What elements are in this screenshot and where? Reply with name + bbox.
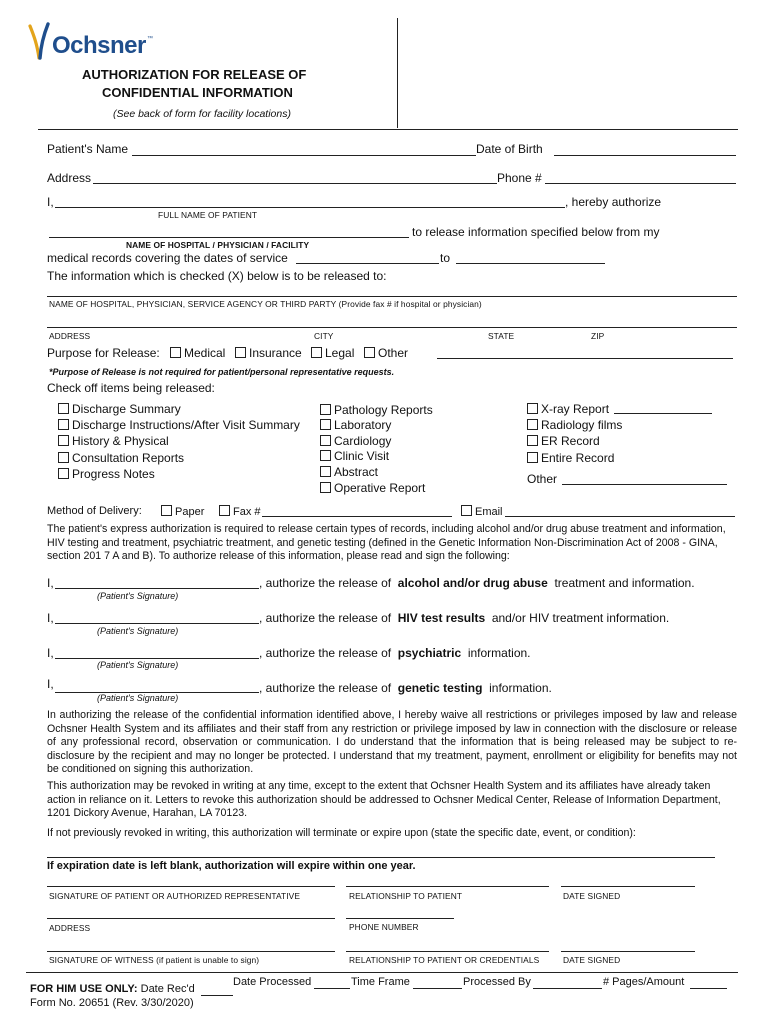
checkbox-icon <box>320 435 331 446</box>
purpose-other-label: Other <box>378 346 409 360</box>
alcohol-signature-field[interactable] <box>55 588 259 589</box>
items-other-field[interactable] <box>562 484 727 485</box>
relationship-caption: RELATIONSHIP TO PATIENT <box>349 891 463 901</box>
item-xray-report[interactable] <box>527 402 609 416</box>
item-discharge-instructions[interactable] <box>58 418 300 432</box>
recipient-address-caption: ADDRESS <box>49 331 91 341</box>
alcohol-bold-text: alcohol and/or drug abuse <box>397 576 548 590</box>
phone-label: Phone # <box>497 171 542 185</box>
ochsner-logo <box>28 20 158 64</box>
dob-field[interactable] <box>554 155 736 156</box>
item-label: Abstract <box>334 465 379 479</box>
witness-relationship-caption: RELATIONSHIP TO PATIENT OR CREDENTIALS <box>349 955 540 965</box>
item-history-physical[interactable] <box>58 434 169 448</box>
delivery-email-label: Email <box>475 506 503 518</box>
patient-signature-caption-4: (Patient's Signature) <box>97 693 179 703</box>
item-abstract[interactable] <box>320 465 378 479</box>
item-clinic-visit[interactable] <box>320 449 389 463</box>
alcohol-rest-text: treatment and information. <box>554 576 695 590</box>
header-divider <box>397 18 398 128</box>
checkbox-icon <box>161 505 172 516</box>
form-subtitle: (See back of form for facility locations) <box>113 108 291 120</box>
hereby-authorize-text: , hereby authorize <box>565 195 662 209</box>
date-recd-field[interactable] <box>201 995 233 996</box>
purpose-label: Purpose for Release: <box>47 346 160 360</box>
checked-info-text: The information which is checked (X) below is to be released to: <box>47 269 387 283</box>
expire-text: If not previously revoked in writing, this authorization will terminate or expire upon (state the specific date, event, or condition): <box>47 827 636 839</box>
psychiatric-bold-text: psychiatric <box>397 646 462 660</box>
item-label: Operative Report <box>334 481 426 495</box>
i-label: I, <box>47 195 54 209</box>
witness-relationship-line[interactable] <box>346 951 549 952</box>
service-date-from-field[interactable] <box>296 263 439 264</box>
dob-label: Date of Birth <box>476 142 543 156</box>
hiv-signature-field[interactable] <box>55 623 259 624</box>
address-field[interactable] <box>93 183 497 184</box>
checkbox-icon <box>320 450 331 461</box>
recipient-city-caption: CITY <box>314 331 334 341</box>
full-name-caption: FULL NAME OF PATIENT <box>158 210 258 220</box>
him-only-label <box>30 983 195 995</box>
checkbox-icon <box>320 466 331 477</box>
processed-by-label: Processed By <box>463 976 531 988</box>
checkbox-icon <box>527 452 538 463</box>
sig-patient-caption: SIGNATURE OF PATIENT OR AUTHORIZED REPRESENTATIVE <box>49 891 301 901</box>
item-label: Pathology Reports <box>334 403 433 417</box>
checkbox-icon <box>170 347 181 358</box>
delivery-label: Method of Delivery: <box>47 505 142 517</box>
form-number: Form No. 20651 (Rev. 3/30/2020) <box>30 997 194 1009</box>
purpose-medical-label: Medical <box>184 346 226 360</box>
checkbox-icon <box>364 347 375 358</box>
email-field[interactable] <box>505 516 735 517</box>
checkbox-icon <box>58 452 69 463</box>
purpose-insurance-checkbox[interactable] <box>235 346 302 360</box>
hiv-authorize-text <box>259 611 669 625</box>
witness-signature-line[interactable] <box>47 951 335 952</box>
special-i-label-4: I, <box>47 677 54 691</box>
witness-date-caption: DATE SIGNED <box>563 955 621 965</box>
medical-records-text: medical records covering the dates of service <box>47 251 288 265</box>
purpose-other-checkbox[interactable] <box>364 346 408 360</box>
him-only-text: FOR HIM USE ONLY: <box>30 983 138 995</box>
item-pathology-reports[interactable] <box>320 403 433 417</box>
to-text: to <box>440 251 451 265</box>
checkbox-icon <box>527 419 538 430</box>
signer-phone-line[interactable] <box>346 918 454 919</box>
checkbox-icon <box>461 505 472 516</box>
date-processed-field[interactable] <box>314 988 350 989</box>
item-radiology-films[interactable] <box>527 418 622 432</box>
checkbox-icon <box>219 505 230 516</box>
patient-signature-line[interactable] <box>47 886 335 887</box>
item-label: X-ray Report <box>541 402 610 416</box>
authorize-text: , authorize the release of <box>259 576 392 590</box>
item-label: Discharge Instructions/After Visit Summary <box>72 418 300 432</box>
logo-text: Ochsner <box>52 32 146 59</box>
item-entire-record[interactable] <box>527 451 614 465</box>
checkbox-icon <box>235 347 246 358</box>
item-label: Radiology films <box>541 418 623 432</box>
item-er-record[interactable] <box>527 434 600 448</box>
alcohol-authorize-text <box>259 576 695 590</box>
item-cardiology[interactable] <box>320 434 391 448</box>
recipient-zip-caption: ZIP <box>591 331 605 341</box>
express-authorization-text: The patient's express authorization is required to release certain types of records, including alcohol and/or drug abuse treatment and information, HIV testing and treatment, psychiatric treatment, and genetic testing (defined in the Genetic Information Non-Discrimination Act of 2008 - GINA, section 201 7 A and B). To authorize release of this information, please read and sign the following: <box>47 523 726 563</box>
hospital-field[interactable] <box>49 237 409 238</box>
patient-signature-caption-2: (Patient's Signature) <box>97 626 179 636</box>
psychiatric-authorize-text <box>259 646 531 660</box>
item-label: Laboratory <box>334 418 392 432</box>
checkbox-icon <box>320 482 331 493</box>
special-i-label-3: I, <box>47 646 54 660</box>
date-processed-label: Date Processed <box>233 976 312 988</box>
delivery-paper-label: Paper <box>175 506 205 518</box>
recipient-name-caption: NAME OF HOSPITAL, PHYSICIAN, SERVICE AGENCY OR THIRD PARTY (Provide fax # if hospital or physician) <box>49 299 482 309</box>
witness-signature-caption: SIGNATURE OF WITNESS (if patient is unable to sign) <box>49 955 260 965</box>
waiver-text: In authorizing the release of the confidential information identified above, I hereby waive all restrictions or privileges imposed by law and release Ochsner Health System and its affiliates and their staff from any restriction or privilege imposed by law in connection with the disclosure or release of any professional record, observation or communication. I do understand that the information that is being released may be subject to re-disclosure by the recipient and may no longer be protected. I understand that my treatment, payment, enrollment or eligibility for benefits may not be conditioned on signing this authorization. <box>47 709 737 776</box>
checkbox-icon <box>320 404 331 415</box>
item-label: Progress Notes <box>72 467 155 481</box>
checkbox-icon <box>527 403 538 414</box>
patient-signature-caption-1: (Patient's Signature) <box>97 591 179 601</box>
item-discharge-summary[interactable] <box>58 402 181 416</box>
header-rule <box>38 129 738 130</box>
recipient-address-field[interactable] <box>47 327 737 328</box>
item-consultation-reports[interactable] <box>58 451 184 465</box>
full-name-field[interactable] <box>55 207 565 208</box>
item-label: Cardiology <box>334 434 392 448</box>
patient-name-field[interactable] <box>132 155 476 156</box>
form-title-line2: CONFIDENTIAL INFORMATION <box>102 85 293 100</box>
recipient-name-field[interactable] <box>47 296 737 297</box>
genetic-rest-text: information. <box>489 681 552 695</box>
item-label: History & Physical <box>72 434 169 448</box>
delivery-fax-checkbox[interactable] <box>219 505 261 518</box>
checkbox-icon <box>58 435 69 446</box>
special-i-label-1: I, <box>47 576 54 590</box>
logo-mark-icon <box>28 22 52 62</box>
purpose-other-field[interactable] <box>437 358 733 359</box>
special-i-label-2: I, <box>47 611 54 625</box>
hiv-rest-text: and/or HIV treatment information. <box>491 611 670 625</box>
purpose-legal-label: Legal <box>325 346 355 360</box>
genetic-bold-text: genetic testing <box>397 681 483 695</box>
hospital-caption: NAME OF HOSPITAL / PHYSICIAN / FACILITY <box>126 240 310 250</box>
authorize-text: , authorize the release of <box>259 681 392 695</box>
items-heading: Check off items being released: <box>47 381 215 395</box>
checkbox-icon <box>58 403 69 414</box>
authorize-text: , authorize the release of <box>259 646 392 660</box>
fax-number-field[interactable] <box>262 516 452 517</box>
item-progress-notes[interactable] <box>58 467 155 481</box>
checkbox-icon <box>320 419 331 430</box>
purpose-legal-checkbox[interactable] <box>311 346 354 360</box>
expire-note: If expiration date is left blank, authorization will expire within one year. <box>47 860 416 872</box>
patient-signature-caption-3: (Patient's Signature) <box>97 660 179 670</box>
item-label: Discharge Summary <box>72 402 181 416</box>
delivery-paper-checkbox[interactable] <box>161 505 204 518</box>
relationship-line[interactable] <box>346 886 549 887</box>
items-other-label: Other <box>527 472 558 486</box>
address-label: Address <box>47 171 92 185</box>
pages-amount-label: # Pages/Amount <box>603 976 685 988</box>
date-signed-caption: DATE SIGNED <box>563 891 621 901</box>
pages-amount-field[interactable] <box>690 988 727 989</box>
signer-address-line[interactable] <box>47 918 335 919</box>
psychiatric-signature-field[interactable] <box>55 658 259 659</box>
delivery-fax-label: Fax # <box>233 506 261 518</box>
purpose-insurance-label: Insurance <box>249 346 302 360</box>
item-label: ER Record <box>541 434 600 448</box>
date-signed-line[interactable] <box>561 886 695 887</box>
xray-report-field[interactable] <box>614 413 712 414</box>
to-release-text: to release information specified below from my <box>412 225 660 239</box>
phone-field[interactable] <box>545 183 736 184</box>
witness-date-line[interactable] <box>561 951 695 952</box>
item-label: Entire Record <box>541 451 615 465</box>
checkbox-icon <box>58 419 69 430</box>
processed-by-field[interactable] <box>533 988 602 989</box>
checkbox-icon <box>527 435 538 446</box>
revoke-text: This authorization may be revoked in writing at any time, except to the extent that Ochsner Health System and its affiliates have already taken action in reliance on it. Letters to revoke this authorization should be addressed to Ochsner Medical Center, Release of Information Department, 1201 Dickory Avenue, Harahan, LA 70123. <box>47 780 721 820</box>
checkbox-icon <box>311 347 322 358</box>
genetic-authorize-text <box>259 681 552 695</box>
purpose-medical-checkbox[interactable] <box>170 346 225 360</box>
expiration-field[interactable] <box>47 857 715 858</box>
date-recd-label: Date Rec'd <box>140 983 195 995</box>
purpose-note: *Purpose of Release is not required for patient/personal representative requests. <box>49 367 395 377</box>
signer-address-caption: ADDRESS <box>49 923 91 933</box>
service-date-to-field[interactable] <box>456 263 605 264</box>
trademark-mark: ™ <box>147 36 153 42</box>
hiv-bold-text: HIV test results <box>397 611 486 625</box>
item-label: Consultation Reports <box>72 451 185 465</box>
time-frame-field[interactable] <box>413 988 462 989</box>
checkbox-icon <box>58 468 69 479</box>
recipient-state-caption: STATE <box>488 331 515 341</box>
psychiatric-rest-text: information. <box>467 646 531 660</box>
time-frame-label: Time Frame <box>351 976 410 988</box>
authorize-text: , authorize the release of <box>259 611 392 625</box>
patient-name-label: Patient's Name <box>47 142 128 156</box>
delivery-email-checkbox[interactable] <box>461 505 503 518</box>
footer-rule <box>26 972 738 973</box>
item-laboratory[interactable] <box>320 418 391 432</box>
item-operative-report[interactable] <box>320 481 425 495</box>
item-label: Clinic Visit <box>334 449 390 463</box>
signer-phone-caption: PHONE NUMBER <box>349 922 419 932</box>
form-title-line1: AUTHORIZATION FOR RELEASE OF <box>82 67 307 82</box>
